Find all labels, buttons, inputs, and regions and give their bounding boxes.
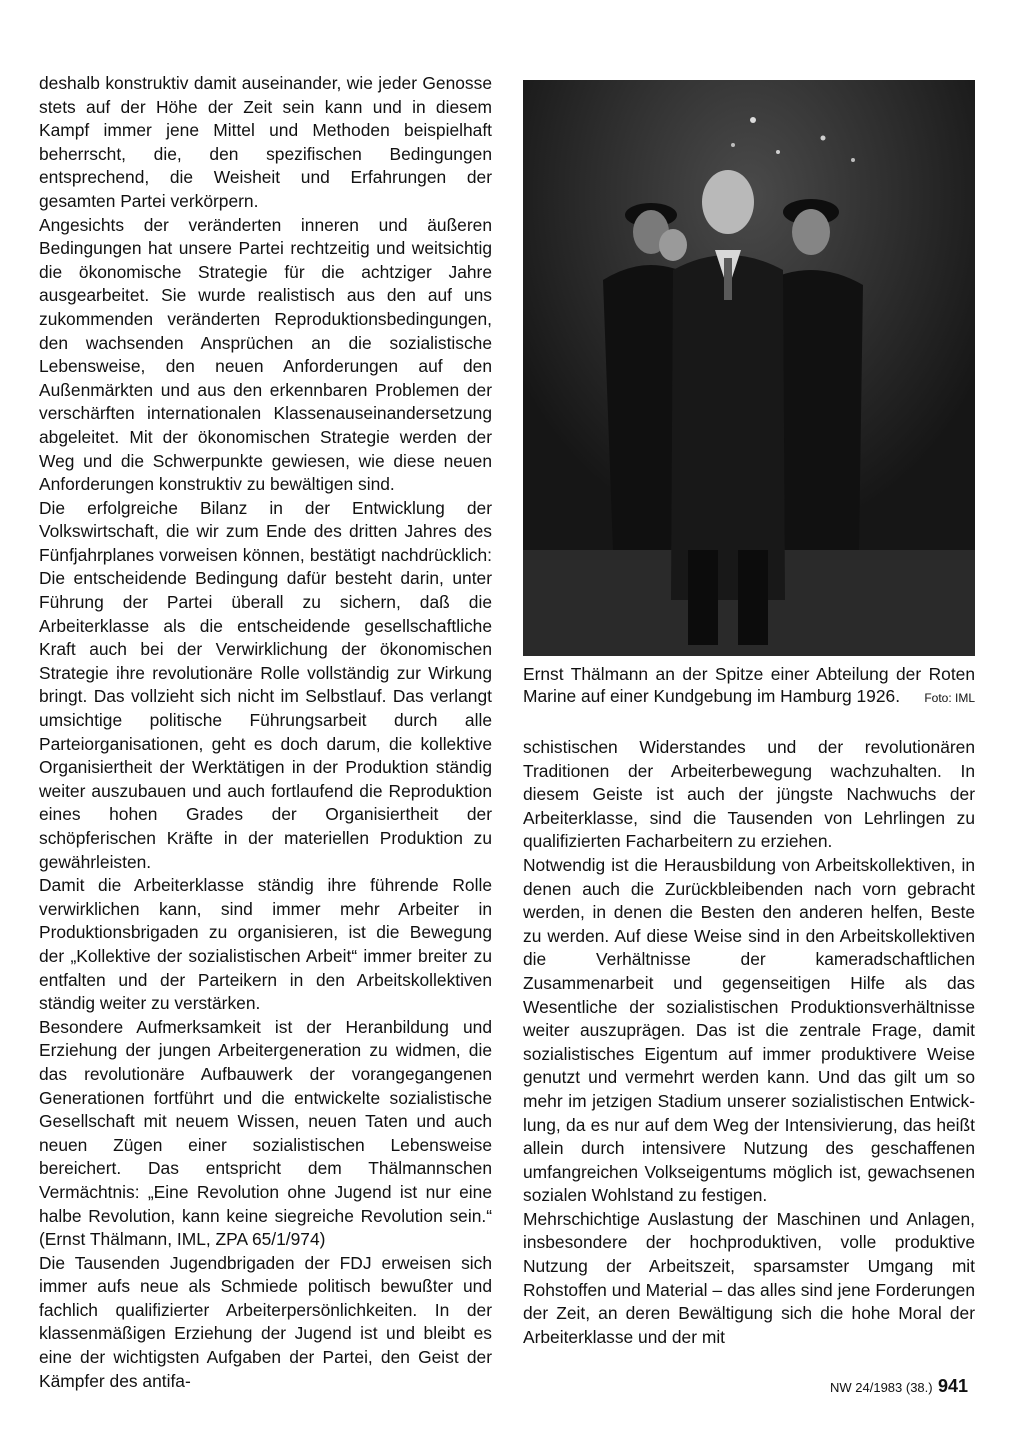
- paragraph: Die Tausenden Jugendbrigaden der FDJ erweisen sich immer aufs neue als Schmiede politisch bewußter und fachlich qualifizierter Arbeiterpersönlichkeiten. In der klassenmäßigen Erziehung der Jugend ist und bleibt es eine der wichtigsten Aufgaben der Partei, den Geist der Kämpfer des antifa-: [39, 1252, 492, 1391]
- issue-reference: NW 24/1983 (38.): [830, 1380, 933, 1395]
- paragraph: Angesichts der veränderten inneren und äußeren Bedingungen hat unsere Partei rechtzeitig und weitsichtig die ökonomische Strategie für die achtziger Jahre ausgearbeitet. Sie wurde realistisch aus den auf uns zukommenden veränderten Reproduktionsbedingungen, den wachsenden Ansprüchen an die sozialistische Lebensweise, den neuen Anforderungen auf den Außenmärkten und aus den erkennbaren Problemen der verschärften internationalen Klassenauseinandersetzung abgeleitet. Mit der ökonomischen Strategie werden der Weg und die Schwerpunkte gewiesen, wie diese neuen Anforderungen konstruktiv zu bewältigen sind.: [39, 214, 492, 495]
- right-column: [523, 736, 975, 1349]
- paragraph: Damit die Arbeiterklasse ständig ihre führende Rolle verwirklichen kann, sind immer mehr Arbeiter in Produktionsbrigaden zu organisieren, ist die Bewegung der „Kollektive der sozialistischen Arbeit“ immer breiter zu entfalten und der Parteikern in den Arbeitskollektiven ständig weiter zu verstärken.: [39, 875, 492, 1014]
- left-column: [39, 72, 492, 1393]
- paragraph: Notwendig ist die Herausbildung von Arbeitskollektiven, in denen auch die Zurückbleibenden nach vorn gebracht werden, in denen die Besten den anderen helfen, Beste zu werden. Auf diese Weise sind in den Arbeitskollektiven die Verhältnisse der kameradschaftlichen Zusammenarbeit und gegenseitigen Hilfe als das Wesentliche der sozialistischen Produktionsverhältnisse weiter auszuprägen. Das ist die zentrale Frage, damit sozialistisches Eigentum auf immer produktivere Weise genutzt und vermehrt werden kann. Und das gilt um so mehr im jetzigen Stadium unserer sozialistischen Entwicklung, da es nur auf dem Weg der Intensivierung, das heißt allein durch intensivere Nutzung des geschaffenen umfangreichen Volkseigentums möglich ist, gewachsenen sozialen Wohlstand zu festigen.: [523, 854, 975, 1206]
- historical-photo: [523, 80, 975, 656]
- paragraph: deshalb konstruktiv damit auseinander, wie jeder Genosse stets auf der Höhe der Zeit sein kann und in diesem Kampf immer jene Mittel und Methoden beispielhaft beherrscht, die, den spezifischen Bedingungen entsprechend, die Weisheit und Erfahrungen der gesamten Partei verkörpern.: [39, 73, 492, 211]
- photo-caption: [523, 664, 975, 707]
- paragraph: Die erfolgreiche Bilanz in der Entwicklung der Volkswirtschaft, die wir zum Ende des dritten Jahres des Fünfjahrplanes vorweisen können, bestätigt nachdrücklich: Die entscheidende Bedingung dafür besteht darin, unter Führung der Partei überall zu sichern, daß die Arbeiterklasse als die entscheidende gesellschaftliche Kraft auch bei der Verwirklichung der ökonomischen Strategie ihre revolutionäre Rolle vollständig zur Wirkung bringt. Das vollzieht sich nicht im Selbstlauf. Das verlangt umsichtige politische Führungsarbeit durch alle Parteiorganisationen, geht es doch darum, die kollektive Organisiertheit der Werktätigen in der Produktion ständig weiter auszubauen und auch fortlaufend die Reproduktion eines hohen Grades der Organisiertheit der schöpferischen Kräfte in der materiellen Produktion zu gewährleisten.: [39, 497, 492, 872]
- paragraph: schistischen Widerstandes und der revolutionären Traditionen der Arbeiterbewegung wachzuhalten. In diesem Geiste ist auch der jüngste Nachwuchs der Arbeiterklasse, sind die Tausenden von Lehrlingen zu qualifizierten Facharbeitern zu erziehen.: [523, 737, 975, 852]
- photo-illustration: [523, 80, 975, 656]
- page-number: 941: [938, 1376, 969, 1396]
- caption-text: Ernst Thälmann an der Spitze einer Abteilung der Roten Marine auf einer Kundgebung im Hamburg 1926.: [523, 664, 975, 706]
- paragraph: Besondere Aufmerksamkeit ist der Heranbildung und Erziehung der jungen Arbeitergeneration zu widmen, die das revolutionäre Aufbauwerk der vorangegangenen Generationen fortführt und die entwickelte sozialistische Gesellschaft mit neuem Wissen, neuen Taten und auch neuen Zügen einer sozialistischen Lebensweise bereichert. Das entspricht dem Thälmannschen Vermächtnis: „Eine Revolution ohne Jugend ist nur eine halbe Revolution, kann keine siegreiche Revolution sein.“ (Ernst Thälmann, IML, ZPA 65/1/974): [39, 1016, 492, 1250]
- paragraph: Mehrschichtige Auslastung der Maschinen und Anlagen, insbesondere der hochproduktiven, volle produktive Nutzung der Arbeitszeit, sparsamster Umgang mit Rohstoffen und Material – das alles sind jene Forderungen der Zeit, an deren Bewältigung sich die hohe Moral der Arbeiterklasse und der mit: [523, 1208, 975, 1347]
- photo-credit: Foto: IML: [924, 691, 975, 705]
